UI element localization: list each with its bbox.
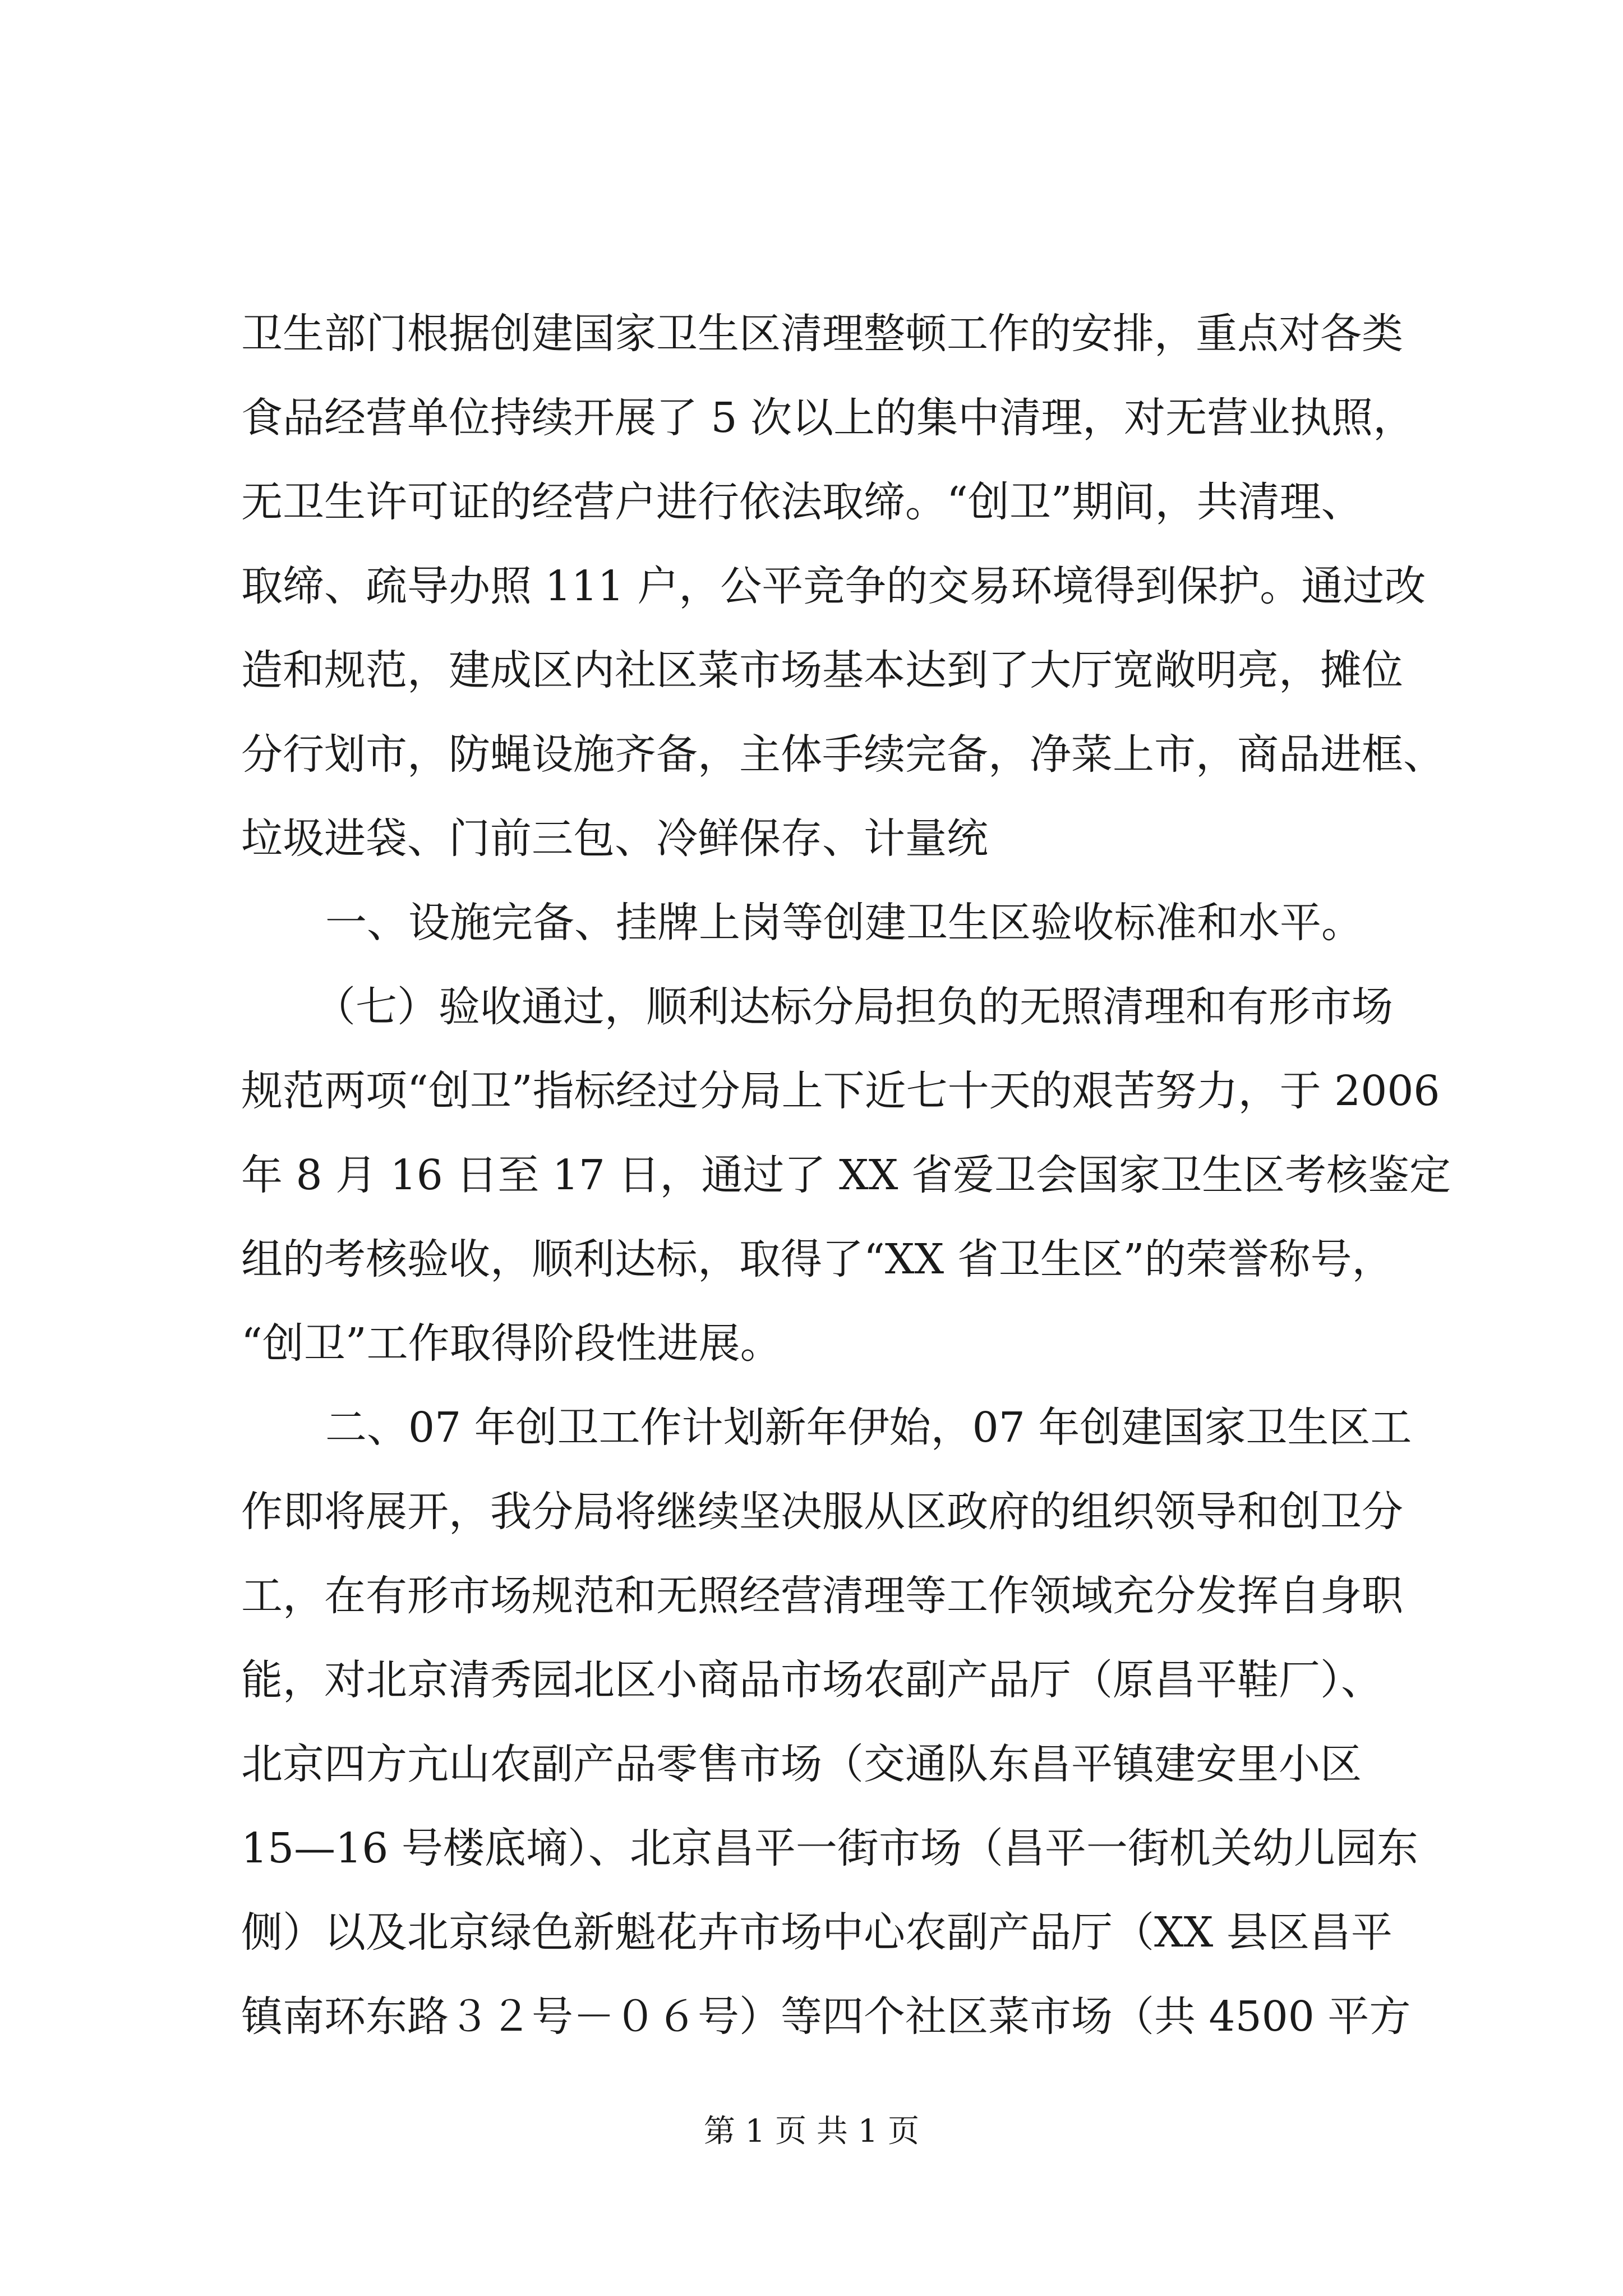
text-line-6: 分行划市，防蝇设施齐备，主体手续完备，净菜上市，商品进框、 <box>241 730 1445 779</box>
text-line-7: 垃圾进袋、门前三包、冷鲜保存、计量统 <box>241 815 988 863</box>
text-line-3: 无卫生许可证的经营户进行依法取缔。“创卫”期间，共清理、 <box>241 478 1363 526</box>
text-line-17: 能，对北京清秀园北区小商品市场农副产品厅（原昌平鞋厂）、 <box>241 1656 1382 1704</box>
text-line-2: 食品经营单位持续开展了 5 次以上的集中清理，对无营业执照， <box>241 394 1415 442</box>
text-line-11: 年 8 月 16 日至 17 日，通过了 XX 省爱卫会国家卫生区考核鉴定 <box>241 1151 1451 1199</box>
text-line-10: 规范两项“创卫”指标经过分局上下近七十天的艰苦努力，于 2006 <box>241 1067 1440 1115</box>
text-line-15: 作即将展开，我分局将继续坚决服从区政府的组织领导和创卫分 <box>241 1488 1403 1536</box>
text-line-1: 卫生部门根据创建国家卫生区清理整顿工作的安排，重点对各类 <box>241 310 1403 358</box>
text-line-16: 工，在有形市场规范和无照经营清理等工作领域充分发挥自身职 <box>241 1572 1403 1620</box>
page-footer: 第 1 页 共 1 页 <box>703 2113 920 2150</box>
text-line-4: 取缔、疏导办照 111 户，公平竞争的交易环境得到保护。通过改 <box>241 562 1426 610</box>
text-line-14: 二、07 年创卫工作计划新年伊始，07 年创建国家卫生区工 <box>325 1404 1412 1452</box>
text-line-18: 北京四方亢山农副产品零售市场（交通队东昌平镇建安里小区 <box>241 1740 1362 1788</box>
text-line-8: 一、设施完备、挂牌上岗等创建卫生区验收标准和水平。 <box>325 899 1363 947</box>
text-line-12: 组的考核验收，顺利达标，取得了“XX 省卫生区”的荣誉称号， <box>241 1235 1394 1283</box>
text-line-5: 造和规范，建成区内社区菜市场基本达到了大厅宽敞明亮，摊位 <box>241 646 1403 694</box>
text-line-20: 侧）以及北京绿色新魁花卉市场中心农副产品厅（XX 县区昌平 <box>241 1908 1393 1957</box>
text-line-21: 镇南环东路３２号－０６号）等四个社区菜市场（共 4500 平方 <box>241 1993 1411 2041</box>
text-line-9: （七）验收通过，顺利达标分局担负的无照清理和有形市场 <box>314 983 1393 1031</box>
text-line-19: 15—16 号楼底墒）、北京昌平一街市场（昌平一街机关幼儿园东 <box>241 1824 1418 1872</box>
text-line-13: “创卫”工作取得阶段性进展。 <box>241 1319 782 1368</box>
